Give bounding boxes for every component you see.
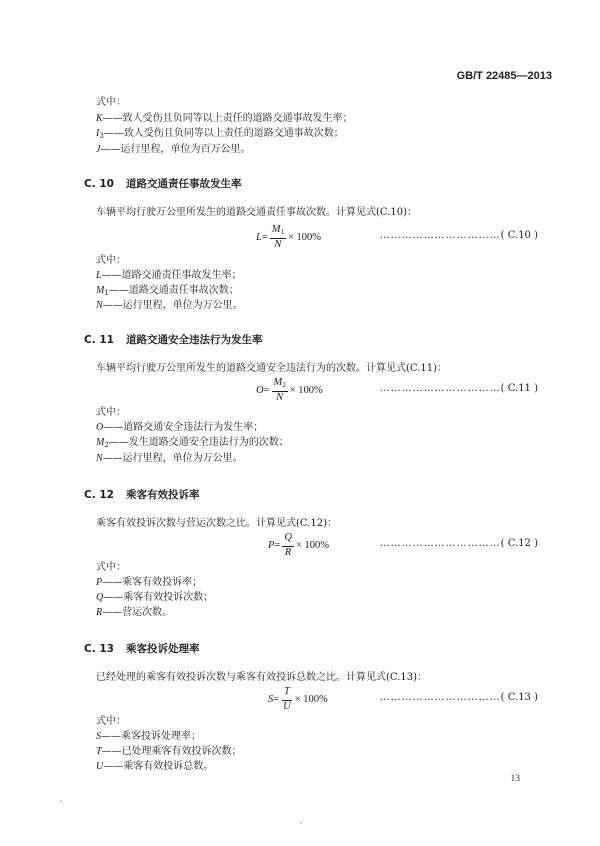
denominator: U (283, 701, 291, 712)
section-title: 道路交通责任事故发生率 (126, 178, 242, 190)
fraction (281, 686, 293, 712)
formula: S = $\frac{T}{U}$ × 100% (268, 686, 328, 712)
section-title: 乘客投诉处理率 (126, 643, 200, 655)
equation-leader-dots: …………………………… (379, 383, 501, 394)
symbol: U (96, 761, 104, 772)
definition-text: ——乘客有效投诉次数； (103, 592, 214, 603)
symbol: M (96, 437, 105, 448)
definition-text: ——运行里程，单位为万公里。 (102, 453, 243, 464)
equation-number (380, 538, 538, 549)
where-label: 式中： (96, 407, 126, 418)
symbol: T (96, 746, 102, 757)
numerator-subscript: 1 (280, 228, 285, 236)
symbol: N (96, 300, 103, 311)
section-number: C. 10 (84, 178, 114, 190)
section-number: C. 12 (84, 489, 114, 501)
denominator: R (284, 547, 292, 558)
formula: O = $\frac{M_2}{N}$ × 100% (256, 377, 323, 403)
symbol: L (96, 270, 102, 281)
definition-text: ——乘客有效投诉总数。 (103, 761, 214, 772)
fraction (272, 377, 288, 403)
equation-number (380, 230, 538, 241)
symbol: J (96, 144, 101, 155)
numerator: M (273, 377, 283, 388)
section-heading (84, 176, 242, 191)
numerator: T (284, 686, 290, 697)
definition-line (96, 143, 250, 157)
symbol: M (96, 285, 105, 296)
equation-label: ( C.13 ) (500, 692, 538, 703)
definition-line (96, 269, 242, 283)
symbol-subscript: 1 (104, 289, 109, 297)
section-body: 车辆平均行驶万公里所发生的道路交通安全违法行为的次数。计算见式(C.11)： (96, 363, 448, 374)
standard-code: GB/T 22485—2013 (456, 70, 552, 82)
fraction (270, 224, 286, 250)
formula-factor: × 100% (294, 693, 328, 705)
section-number: C. 11 (84, 334, 114, 346)
definition-line (96, 112, 353, 126)
definition-line (96, 421, 263, 435)
definition-text: ——致人受伤且负同等以上责任的道路交通事故次数； (103, 128, 344, 139)
definition-line (96, 745, 242, 759)
section-title: 乘客有效投诉率 (126, 489, 200, 501)
formula: L = $\frac{M_1}{N}$ × 100% (256, 224, 322, 250)
symbol: Q (96, 592, 104, 603)
equation-label: ( C.10 ) (500, 230, 538, 241)
definition-line (96, 606, 172, 620)
numerator-subscript: 2 (282, 381, 286, 389)
scan-speck (300, 822, 302, 824)
formula-lhs: L (256, 231, 262, 243)
symbol-subscript: 3 (99, 132, 104, 140)
definition-text: ——乘客有效投诉率； (102, 577, 203, 588)
definition-line (96, 127, 344, 143)
definition-line (96, 436, 289, 452)
page-number: 13 (510, 774, 520, 784)
equation-number (380, 383, 538, 394)
equation-number (380, 692, 538, 703)
section-heading (84, 641, 200, 656)
definition-text: ——道路交通安全违法行为发生率； (103, 422, 264, 433)
formula-lhs: P (268, 539, 275, 551)
section-title: 道路交通安全违法行为发生率 (126, 334, 263, 346)
definition-line (96, 591, 213, 605)
definition-text: ——道路交通责任事故发生率； (101, 270, 242, 281)
where-label: 式中： (96, 255, 126, 266)
symbol: S (96, 731, 101, 742)
formula: P = $\frac{Q}{R}$ × 100% (268, 532, 329, 558)
symbol: K (96, 113, 103, 124)
formula-factor: × 100% (288, 231, 322, 243)
numerator: Q (284, 532, 292, 543)
formula-factor: × 100% (295, 539, 329, 551)
formula-lhs: S (268, 693, 274, 705)
symbol: R (96, 607, 103, 618)
equation-label: ( C.11 ) (500, 383, 538, 394)
numerator: M (271, 224, 281, 235)
denominator: N (274, 239, 282, 250)
section-number: C. 13 (84, 643, 114, 655)
definition-line (96, 452, 243, 466)
definition-line (96, 760, 213, 774)
section-heading (84, 487, 200, 502)
definition-text: ——已处理乘客有效投诉次数； (101, 746, 242, 757)
symbol-subscript: 2 (104, 441, 109, 449)
definition-text: ——发生道路交通安全违法行为的次数； (108, 437, 289, 448)
equation-leader-dots: …………………………… (379, 538, 501, 549)
definition-line (96, 576, 202, 590)
fraction (282, 532, 294, 558)
symbol: P (96, 577, 103, 588)
where-label: 式中： (96, 97, 126, 108)
definition-text: ——营运次数。 (102, 607, 173, 618)
definition-line (96, 299, 243, 313)
definition-text: ——运行里程，单位为百万公里。 (100, 144, 251, 155)
formula-lhs: O (256, 384, 264, 396)
where-label: 式中： (96, 716, 126, 727)
definition-line (96, 730, 201, 744)
equation-label: ( C.12 ) (500, 538, 538, 549)
where-label: 式中： (96, 562, 126, 573)
definition-text: ——乘客投诉处理率； (101, 731, 201, 742)
section-heading (84, 332, 263, 347)
definition-text: ——致人受伤且负同等以上责任的道路交通事故发生率； (102, 113, 353, 124)
section-body: 已经处理的乘客有效投诉次数与乘客有效投诉总数之比。计算见式(C.13)： (96, 672, 428, 683)
denominator: N (276, 392, 284, 403)
symbol: I (96, 128, 100, 139)
symbol: N (96, 453, 103, 464)
symbol: O (96, 422, 104, 433)
section-body: 乘客有效投诉次数与营运次数之比。计算见式(C.12)： (96, 518, 338, 529)
scan-speck (60, 800, 62, 802)
equation-leader-dots: …………………………… (379, 692, 501, 703)
definition-line (96, 284, 239, 300)
formula-factor: × 100% (289, 384, 323, 396)
section-body: 车辆平均行驶万公里所发生的道路交通责任事故次数。计算见式(C.10)： (96, 207, 418, 218)
equation-leader-dots: …………………………… (379, 230, 501, 241)
definition-text: ——运行里程，单位为万公里。 (102, 300, 243, 311)
definition-text: ——道路交通责任事故次数； (108, 285, 239, 296)
